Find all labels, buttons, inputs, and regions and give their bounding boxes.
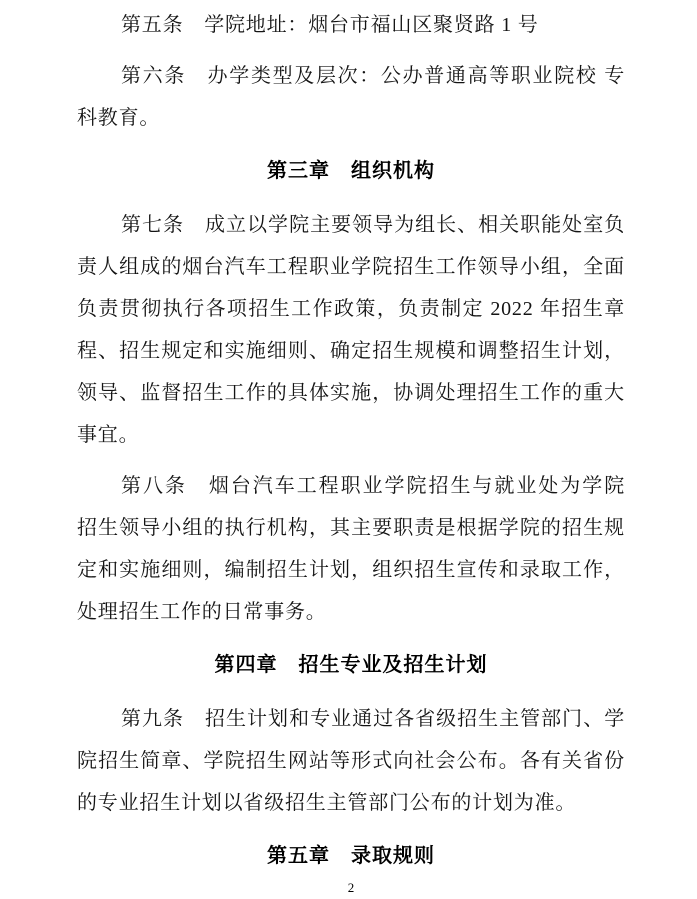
doc-line: 第九条 招生计划和专业通过各省级招生主管部门、学 xyxy=(121,708,625,730)
page-number: 2 xyxy=(347,880,355,895)
chapter-5-heading: 第五章 录取规则 xyxy=(267,845,435,867)
doc-line: 的专业招生计划以省级招生主管部门公布的计划为准。 xyxy=(77,792,577,814)
doc-line: 第七条 成立以学院主要领导为组长、相关职能处室负 xyxy=(121,214,625,236)
doc-line: 事宜。 xyxy=(77,424,140,446)
doc-line: 领导、监督招生工作的具体实施，协调处理招生工作的重大 xyxy=(77,382,625,404)
article-6-paragraph xyxy=(77,55,625,139)
doc-line: 处理招生工作的日常事务。 xyxy=(77,601,327,623)
doc-line: 第八条 烟台汽车工程职业学院招生与就业处为学院 xyxy=(121,475,625,497)
doc-line: 程、招生规定和实施细则、确定招生规模和调整招生计划， xyxy=(77,340,625,362)
doc-line: 招生领导小组的执行机构，其主要职责是根据学院的招生规 xyxy=(77,517,625,539)
doc-line: 责人组成的烟台汽车工程职业学院招生工作领导小组，全面 xyxy=(77,256,625,278)
article-8-paragraph xyxy=(77,465,625,633)
doc-line: 院招生简章、学院招生网站等形式向社会公布。各有关省份 xyxy=(77,750,625,772)
doc-line: 科教育。 xyxy=(77,107,161,129)
doc-line: 第五条 学院地址：烟台市福山区聚贤路 1 号 xyxy=(121,14,539,36)
chapter-4-heading: 第四章 招生专业及招生计划 xyxy=(214,654,488,676)
chapter-3-heading: 第三章 组织机构 xyxy=(267,160,435,182)
article-7-paragraph xyxy=(77,204,625,456)
doc-line: 负责贯彻执行各项招生工作政策，负责制定 2022 年招生章 xyxy=(77,298,625,320)
article-9-paragraph xyxy=(77,698,625,824)
doc-line: 定和实施细则，编制招生计划，组织招生宣传和录取工作， xyxy=(77,559,625,581)
doc-line: 第六条 办学类型及层次：公办普通高等职业院校 专 xyxy=(121,65,625,87)
article-5-paragraph xyxy=(77,4,625,46)
